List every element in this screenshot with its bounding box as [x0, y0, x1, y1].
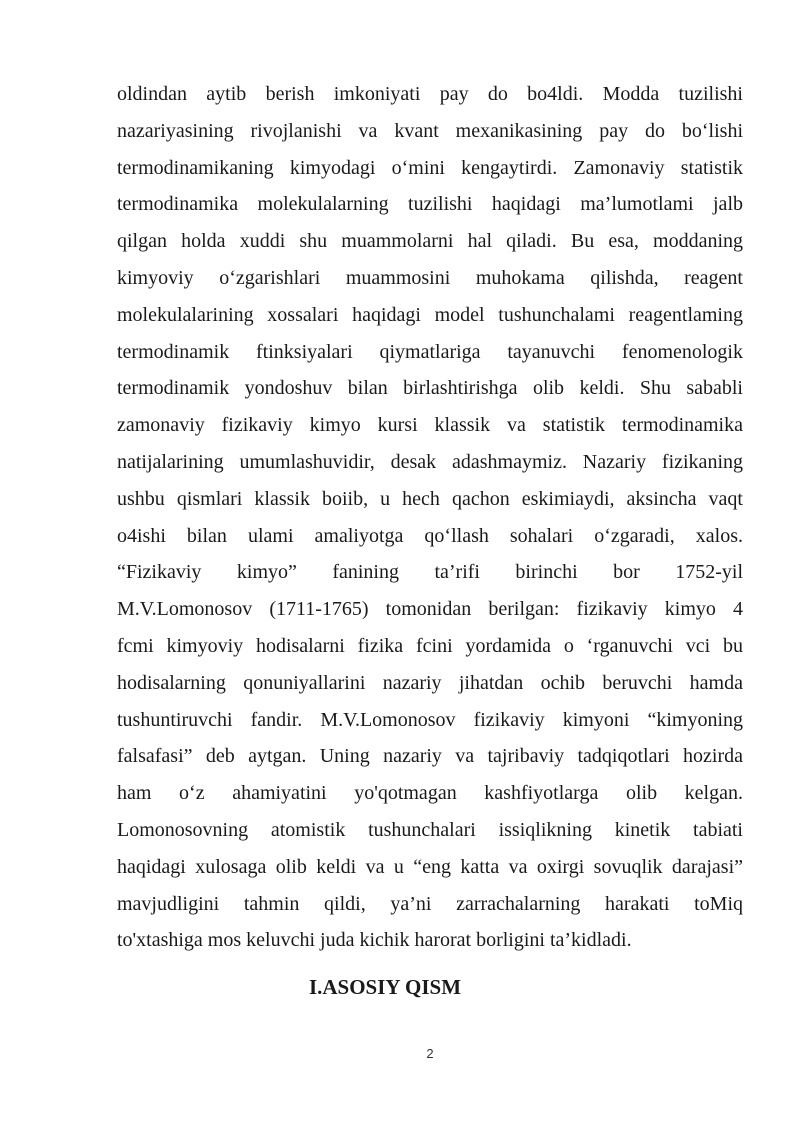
text-line: molekulalarining xossalari haqidagi model tushunchalami reagentlaming — [117, 303, 743, 326]
text-line: mavjudligini tahmin qildi, ya’ni zarrachalarning harakati toMiq — [117, 892, 743, 915]
section-heading: I.ASOSIY QISM — [308, 975, 462, 999]
text-line: M.V.Lomonosov (1711-1765) tomonidan berilgan: fizikaviy kimyo 4 — [117, 598, 743, 621]
text-line: zamonaviy fizikaviy kimyo kursi klassik va statistik termodinamika — [117, 414, 743, 437]
text-line: falsafasi” deb aytgan. Uning nazariy va tajribaviy tadqiqotlari hozirda — [117, 745, 743, 768]
body-paragraph — [117, 76, 743, 959]
text-line: tushuntiruvchi fandir. M.V.Lomonosov fizikaviy kimyoni “kimyoning — [117, 708, 743, 731]
text-line: Lomonosovning atomistik tushunchalari issiqlikning kinetik tabiati — [117, 818, 743, 841]
text-line: termodinamik ftinksiyalari qiymatlariga tayanuvchi fenomenologik — [117, 340, 743, 363]
text-line: termodinamikaning kimyodagi o‘mini kengaytirdi. Zamonaviy statistik — [117, 156, 743, 179]
text-line: fcmi kimyoviy hodisalarni fizika fcini yordamida o ‘rganuvchi vci bu — [117, 634, 743, 657]
text-line: haqidagi xulosaga olib keldi va u “eng katta va oxirgi sovuqlik darajasi” — [117, 855, 743, 878]
text-line: ushbu qismlari klassik boiib, u hech qachon eskimiaydi, aksincha vaqt — [117, 487, 743, 510]
text-line: qilgan holda xuddi shu muammolarni hal qiladi. Bu esa, moddaning — [117, 230, 743, 253]
text-line: nazariyasining rivojlanishi va kvant mexanikasining pay do bo‘lishi — [117, 119, 743, 142]
text-line: o4ishi bilan ulami amaliyotga qo‘llash sohalari o‘zgaradi, xalos. — [117, 524, 743, 547]
text-line: hodisalarning qonuniyallarini nazariy jihatdan ochib beruvchi hamda — [117, 671, 743, 694]
text-line: termodinamik yondoshuv bilan birlashtirishga olib keldi. Shu sababli — [117, 377, 743, 400]
text-line: to'xtashiga mos keluvchi juda kichik harorat borligini ta’kidladi. — [117, 929, 632, 952]
page-number: 2 — [426, 1046, 434, 1061]
text-line: termodinamika molekulalarning tuzilishi haqidagi ma’lumotlami jalb — [117, 193, 743, 216]
text-line: ham o‘z ahamiyatini yo'qotmagan kashfiyotlarga olib kelgan. — [117, 782, 743, 805]
text-line: “Fizikaviy kimyo” fanining ta’rifi birinchi bor 1752-yil — [117, 561, 743, 584]
text-line: kimyoviy o‘zgarishlari muammosini muhokama qilishda, reagent — [117, 266, 743, 289]
text-line: natijalarining umumlashuvidir, desak adashmaymiz. Nazariy fizikaning — [117, 450, 743, 473]
text-line: oldindan aytib berish imkoniyati pay do bo4ldi. Modda tuzilishi — [117, 83, 743, 105]
